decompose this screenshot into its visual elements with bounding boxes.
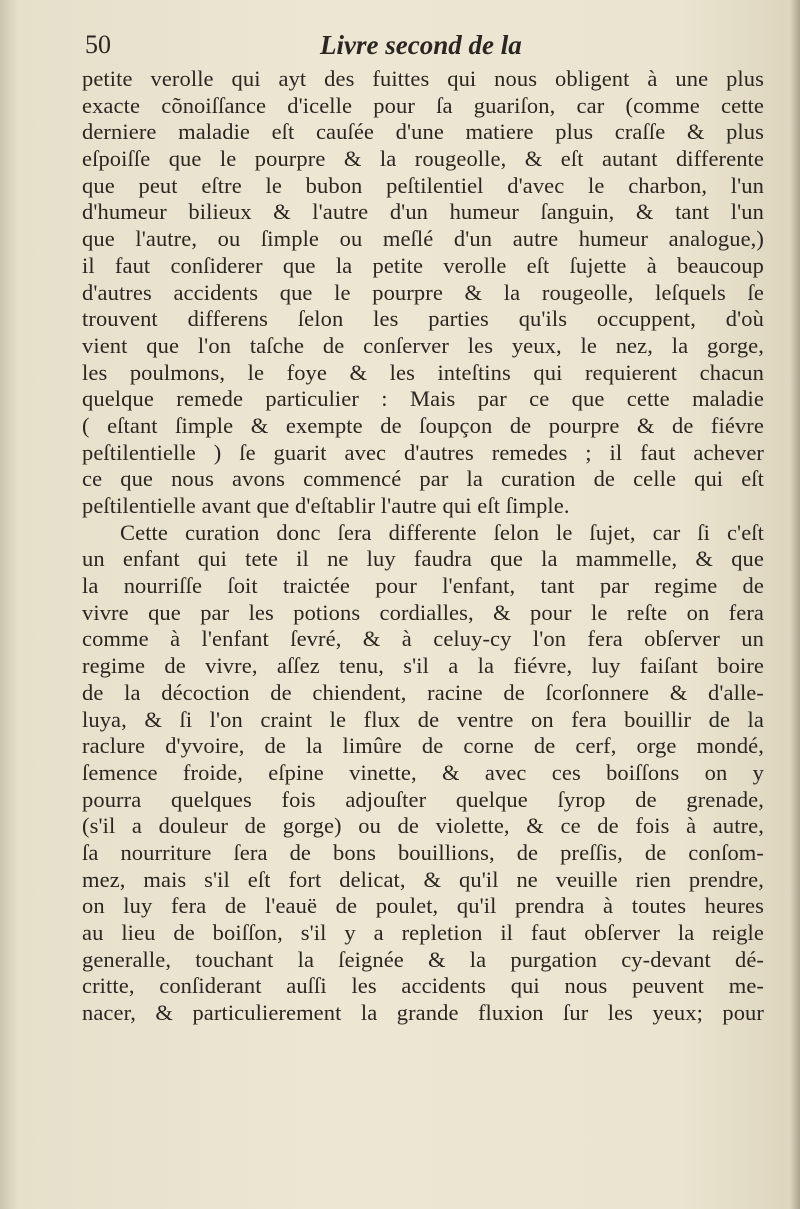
page-number: 50 — [85, 30, 111, 59]
text-line: ſa nourriture ſera de bons bouillions, de preſſis, de conſom- — [82, 839, 764, 865]
text-line: il faut conſiderer que la petite verolle eſt ſujette à beaucoup — [82, 252, 764, 278]
text-line: pourra quelques fois adjouſter quelque ſyrop de grenade, — [82, 786, 764, 812]
text-line: vient que l'on taſche de conſerver les yeux, le nez, la gorge, — [82, 332, 764, 358]
text-line: d'humeur bilieux & l'autre d'un humeur ſanguin, & tant l'un — [82, 199, 764, 225]
text-line: eſpoiſſe que le pourpre & la rougeolle, & eſt autant differente — [82, 146, 764, 172]
text-line: generalle, touchant la ſeignée & la purgation cy-devant dé- — [82, 946, 764, 972]
text-line: Cette curation donc ſera differente ſelon le ſujet, car ſi c'eſt — [120, 519, 764, 545]
text-line: trouvent differens ſelon les parties qu'ils occuppent, d'où — [82, 306, 764, 332]
text-line: d'autres accidents que le pourpre & la rougeolle, leſquels ſe — [82, 279, 764, 305]
running-head: Livre second de la — [320, 30, 522, 60]
text-line: luya, & ſi l'on craint le flux de ventre on fera bouillir de la — [82, 706, 764, 732]
text-line: regime de vivre, aſſez tenu, s'il a la fiévre, luy faiſant boire — [82, 653, 764, 679]
text-line: mez, mais s'il eſt fort delicat, & qu'il ne veuille rien prendre, — [82, 866, 764, 892]
text-line: un enfant qui tete il ne luy faudra que la mammelle, & que — [82, 546, 764, 572]
text-line: ( eſtant ſimple & exempte de ſoupçon de pourpre & de fiévre — [82, 412, 764, 438]
page-header — [85, 30, 765, 64]
text-line: peſtilentielle avant que d'eſtablir l'autre qui eſt ſimple. — [82, 493, 570, 518]
page-binding-shadow — [0, 0, 18, 1209]
text-line: les poulmons, le foye & les inteſtins qui requierent chacun — [82, 359, 764, 385]
text-line: (s'il a douleur de gorge) ou de violette, & ce de fois à autre, — [82, 813, 764, 839]
text-line: nacer, & particulierement la grande fluxion ſur les yeux; pour — [82, 1000, 764, 1026]
text-line: on luy fera de l'eauë de poulet, qu'il prendra à toutes heures — [82, 893, 764, 919]
text-line: petite verolle qui ayt des fuittes qui nous obligent à une plus — [82, 66, 764, 91]
text-line: que peut eſtre le bubon peſtilentiel d'avec le charbon, l'un — [82, 172, 764, 198]
text-line: comme à l'enfant ſevré, & à celuy-cy l'on fera obſerver un — [82, 626, 764, 652]
text-line: peſtilentielle ) ſe guarit avec d'autres remedes ; il faut achever — [82, 439, 764, 465]
text-line: de la décoction de chiendent, racine de ſcorſonnere & d'alle- — [82, 679, 764, 705]
page-edge-shadow — [790, 0, 800, 1209]
text-line: au lieu de boiſſon, s'il y a repletion il faut obſerver la reigle — [82, 920, 764, 945]
text-line: vivre que par les potions cordialles, & pour le reſte on fera — [82, 599, 764, 625]
text-line: exacte cõnoiſſance d'icelle pour ſa guariſon, car (comme cette — [82, 92, 764, 118]
text-line: quelque remede particulier : Mais par ce que cette maladie — [82, 386, 764, 412]
text-line: ce que nous avons commencé par la curation de celle qui eſt — [82, 466, 764, 492]
text-line: ſemence froide, eſpine vinette, & avec ces boiſſons on y — [82, 759, 764, 785]
text-line: critte, conſiderant auſſi les accidents qui nous peuvent me- — [82, 973, 764, 999]
text-line: la nourriſſe ſoit traictée pour l'enfant, tant par regime de — [82, 573, 764, 599]
text-line: que l'autre, ou ſimple ou meſlé d'un autre humeur analogue,) — [82, 226, 764, 252]
text-line: derniere maladie eſt cauſée d'une matiere plus craſſe & plus — [82, 119, 764, 145]
body-text — [82, 66, 764, 1027]
text-line: raclure d'yvoire, de la limûre de corne de cerf, orge mondé, — [82, 733, 764, 759]
